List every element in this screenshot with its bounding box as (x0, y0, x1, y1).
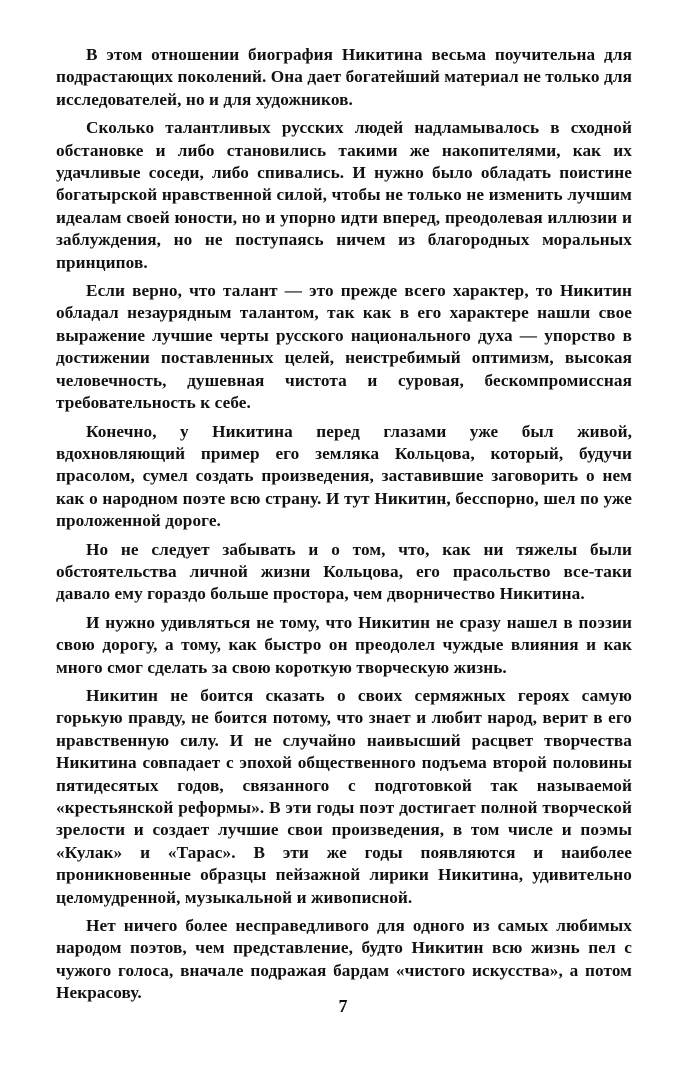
paragraph-4: Конечно, у Никитина перед глазами уже был живой, вдохновляющий пример его земляка Кольцова, который, будучи прасолом, сумел создать произведения, заставившие заговорить о нем как о народном поэте всю страну. И тут Никитин, бесспорно, шел по уже проложенной дороге. (56, 421, 632, 531)
paragraph-8: Нет ничего более несправедливого для одного из самых любимых народом поэтов, чем представление, будто Никитин всю жизнь пел с чужого голоса, вначале подражая бардам «чистого искусства», а потом Некрасову. (56, 916, 632, 1003)
page-number: 7 (338, 996, 348, 1016)
paragraph-7: Никитин не боится сказать о своих сермяжных героях самую горькую правду, не боится потому, что знает и любит народ, верит в его нравственную силу. И не случайно наивысший расцвет творчества Никитина совпадает с эпохой общественного подъема второй половины пятидесятых годов, связанного с подготовкой так называемой «крестьянской реформы». В эти годы поэт достигает полной творческой зрелости и создает лучшие свои произведения, в том числе и поэмы «Кулак» и «Тарас». В эти же годы появляются и наиболее проникновенные образцы пейзажной лирики Никитина, удивительно целомудренной, музыкальной и живописной. (56, 685, 632, 907)
paragraph-6: И нужно удивляться не тому, что Никитин не сразу нашел в поэзии свою дорогу, а тому, как быстро он преодолел чуждые влияния и как много смог сделать за свою короткую творческую жизнь. (56, 612, 632, 677)
paragraph-3: Если верно, что талант — это прежде всего характер, то Никитин обладал незаурядным талантом, так как в его характере нашли свое выражение лучшие черты русского национального духа — упорство в достижении поставленных целей, неистребимый оптимизм, высокая человечность, душевная чистота и суровая, бескомпромиссная требовательность к себе. (56, 281, 632, 413)
paragraph-1: В этом отношении биография Никитина весьма поучительна для подрастающих поколений. Она дает богатейший материал не только для исследователей, но и для художников. (56, 45, 632, 109)
paragraph-5: Но не следует забывать и о том, что, как ни тяжелы были обстоятельства личной жизни Кольцова, его прасольство все-таки давало ему гораздо больше простора, чем дворничество Никитина. (56, 539, 632, 604)
body-text (56, 44, 632, 1011)
paragraph-2: Сколько талантливых русских людей надламывалось в сходной обстановке и либо становились такими же накопителями, как их удачливые соседи, либо спивались. И нужно было обладать поистине богатырской нравственной силой, чтобы не только не изменить лучшим идеалам своей юности, но и упорно идти вперед, преодолевая иллюзии и заблуждения, но не поступаясь ничем из благородных моральных принципов. (56, 118, 632, 272)
